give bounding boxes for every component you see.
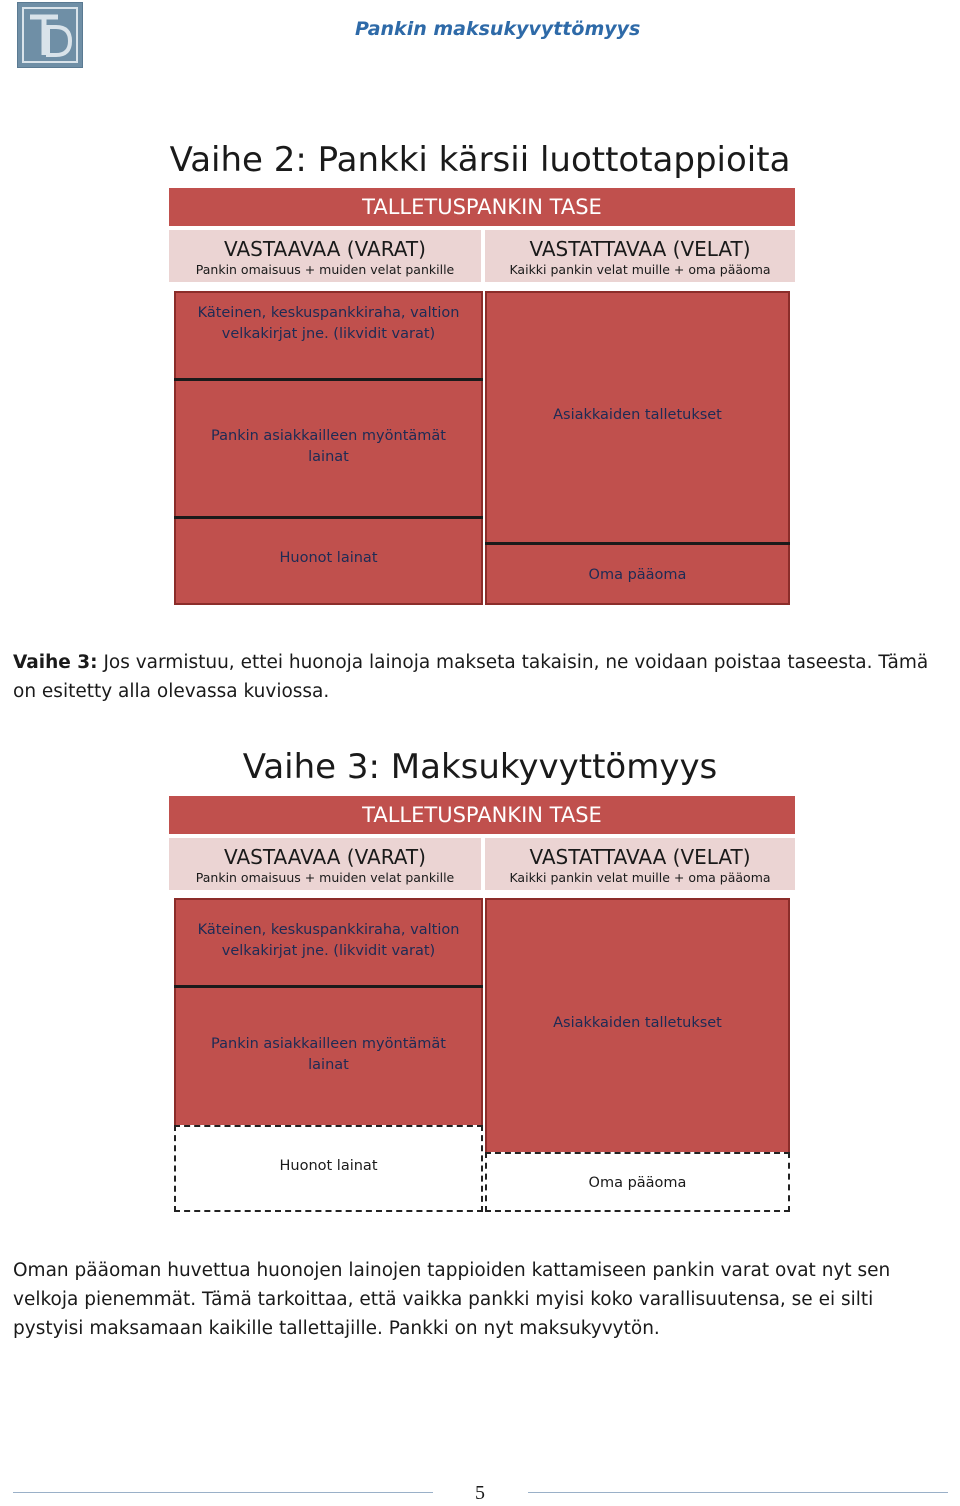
diagram2-equity-removed <box>485 1152 790 1212</box>
liabilities-divider <box>485 542 790 545</box>
assets-subheading: Pankin omaisuus + muiden velat pankille <box>195 870 455 885</box>
diagram1-assets-column <box>174 291 483 605</box>
diagram2-liabilities-column <box>485 898 790 1154</box>
liabilities-heading: VASTATTAVAA (VELAT) <box>529 845 751 869</box>
header-title: Pankin maksukyvyttömyys <box>355 18 641 40</box>
bad-loans-label: Huonot lainat <box>279 550 378 566</box>
footer-rule-right <box>528 1492 948 1493</box>
paragraph-step3 <box>13 648 943 706</box>
liquid-assets-label: Käteinen, keskuspankkiraha, valtion velkakirjat jne. (likvidit varat) <box>197 305 460 342</box>
paragraph-text: Jos varmistuu, ettei huonoja lainoja makseta takaisin, ne voidaan poistaa taseesta. Tämä on esitetty alla olevassa kuviossa. <box>13 652 929 702</box>
page-number: 5 <box>475 1482 485 1504</box>
equity-label: Oma pääoma <box>588 1175 687 1191</box>
assets-subheading: Pankin omaisuus + muiden velat pankille <box>195 262 455 277</box>
diagram1-assets-header <box>169 230 481 282</box>
diagram2-bad-loans-removed <box>174 1125 483 1212</box>
deposits-label: Asiakkaiden talletukset <box>553 1015 722 1031</box>
assets-divider <box>174 378 483 381</box>
equity-label: Oma pääoma <box>588 567 687 583</box>
liabilities-subheading: Kaikki pankin velat muille + oma pääoma <box>509 870 771 885</box>
loans-label: Pankin asiakkailleen myöntämät lainat <box>211 428 446 465</box>
bad-loans-label: Huonot lainat <box>279 1158 378 1174</box>
company-logo <box>17 2 83 68</box>
paragraph-lead: Vaihe 3: <box>13 652 98 673</box>
diagram1-title: Vaihe 2: Pankki kärsii luottotappioita <box>169 140 791 180</box>
assets-heading: VASTAAVAA (VARAT) <box>224 237 426 261</box>
assets-divider <box>174 985 483 988</box>
liabilities-subheading: Kaikki pankin velat muille + oma pääoma <box>509 262 771 277</box>
assets-divider <box>174 516 483 519</box>
diagram2-assets-header <box>169 838 481 890</box>
diagram2-tase-header: TALLETUSPANKIN TASE <box>169 796 795 834</box>
liabilities-heading: VASTATTAVAA (VELAT) <box>529 237 751 261</box>
paragraph-conclusion: Oman pääoman huvettua huonojen lainojen tappioiden kattamiseen pankin varat ovat nyt sen velkoja pienemmät. Tämä tarkoittaa, että vaikka pankki myisi koko varallisuutensa, se ei silti pystyisi maksamaan kaikille tallettajille. Pankki on nyt maksukyvytön. <box>13 1260 891 1339</box>
footer-rule-left <box>13 1492 433 1493</box>
diagram2-liabilities-header <box>485 838 795 890</box>
diagram1-liabilities-column <box>485 291 790 605</box>
diagram1-liabilities-header <box>485 230 795 282</box>
assets-heading: VASTAAVAA (VARAT) <box>224 845 426 869</box>
diagram1-tase-header: TALLETUSPANKIN TASE <box>169 188 795 226</box>
deposits-label: Asiakkaiden talletukset <box>553 407 722 423</box>
liquid-assets-label: Käteinen, keskuspankkiraha, valtion velkakirjat jne. (likvidit varat) <box>197 922 460 959</box>
diagram2-assets-column <box>174 898 483 1127</box>
diagram2-title: Vaihe 3: Maksukyvyttömyys <box>242 747 718 787</box>
loans-label: Pankin asiakkailleen myöntämät lainat <box>211 1036 446 1073</box>
